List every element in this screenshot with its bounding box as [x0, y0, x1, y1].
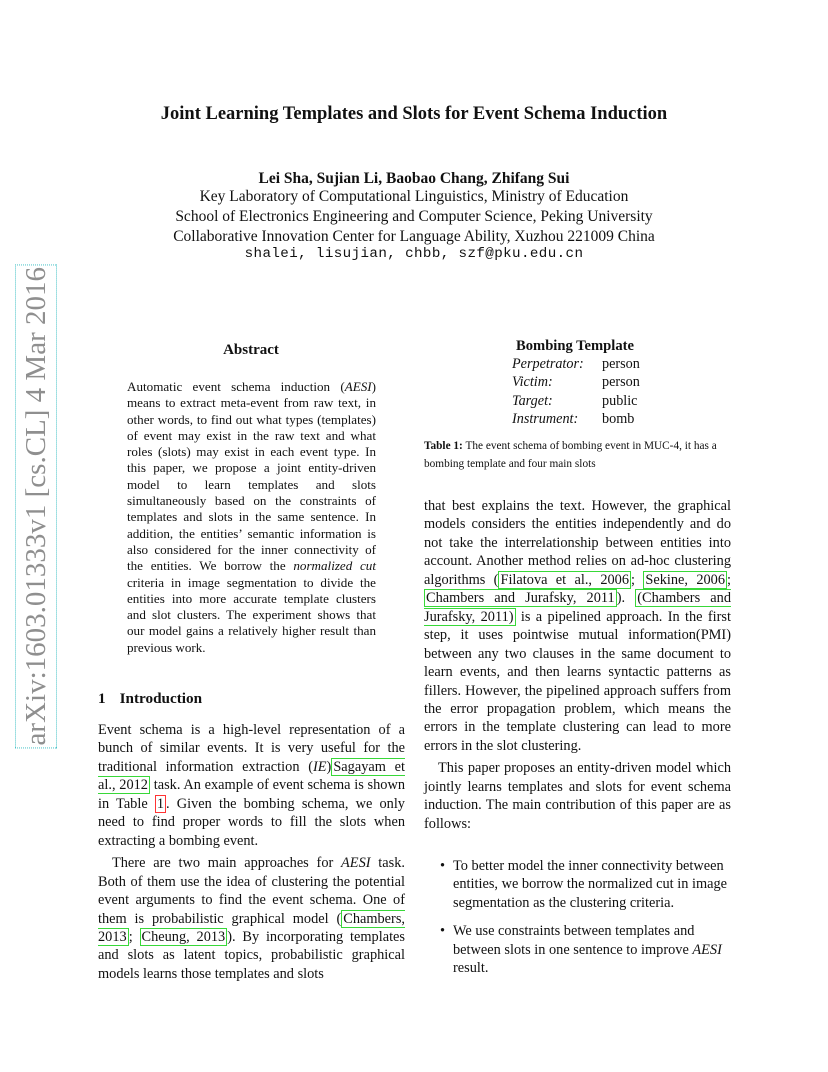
- slot-value: person: [602, 374, 640, 391]
- intro-paragraph-2: There are two main approaches for AESI task. Both of them use the idea of clustering the potential event arguments to find the event schema. One of them is probabilistic graphical model ( Chambers, 2013 ; Cheung, 2013 ). By incorporating templates and slots as latent topics, probabilistic graphical models learns those templates and slots: [98, 855, 406, 982]
- contribution-list: [424, 857, 731, 988]
- bullet-icon: •: [440, 923, 446, 940]
- table-ref-link[interactable]: 1: [156, 795, 165, 812]
- paper-title: Joint Learning Templates and Slots for Event Schema Induction: [160, 104, 668, 124]
- author-list: Lei Sha, Sujian Li, Baobao Chang, Zhifang Sui: [258, 170, 570, 187]
- list-item: • We use constraints between templates and between slots in one sentence to improve AESI result.: [440, 923, 722, 977]
- intro-paragraph-3: that best explains the text. However, the graphical models considers the entities independently and do not take the interrelationship between entities into account. Another method relies on ad-hoc clustering algorithms ( Filatova et al., 2006 ; Sekine, 2006 ; Chambers and Jurafsky, 2011 ). (Chambers and Jurafsky, 2011) is a pipelined approach. In the first step, it uses pointwise mutual information(PMI) between any two clauses in the same document to learn events, and then learns syntactic patterns as fillers. However, the pipelined approach suffers from the error propagation problem, which means the errors in the template clustering can lead to more errors in the slot clustering.: [424, 498, 732, 754]
- bullet-icon: •: [440, 858, 446, 874]
- table-row: [512, 392, 640, 410]
- intro-paragraph-4: This paper proposes an entity-driven model which jointly learns templates and slots for event schema induction. The main contribution of this paper are as follows:: [424, 760, 731, 832]
- citation-link[interactable]: Sekine, 2006: [645, 571, 726, 588]
- citation-link[interactable]: Chambers, 2013: [98, 910, 405, 945]
- arxiv-id[interactable]: arXiv:1603.01333v1 [cs.CL] 4 Mar 2016: [15, 264, 57, 748]
- citation-link[interactable]: Sagayam et al., 2012: [98, 758, 405, 794]
- citation-link[interactable]: Filatova et al., 2006: [500, 571, 630, 588]
- arxiv-stamp[interactable]: [15, 264, 55, 746]
- slot-value: public: [602, 392, 638, 409]
- slot-name: Perpetrator:: [512, 356, 584, 372]
- affiliation-2: School of Electronics Engineering and Computer Science, Peking University: [175, 208, 653, 225]
- intro-right-column: [424, 497, 731, 833]
- abstract-heading: Abstract: [223, 342, 279, 358]
- slot-name: Target:: [512, 392, 553, 409]
- citation-link[interactable]: Cheung, 2013: [141, 928, 226, 945]
- citation-link[interactable]: Chambers and Jurafsky, 2011: [426, 590, 615, 607]
- affiliation-1: Key Laboratory of Computational Linguistics, Ministry of Education: [199, 188, 629, 205]
- slot-value: bomb: [602, 410, 635, 427]
- affiliation-3: Collaborative Innovation Center for Language Ability, Xuzhou 221009 China: [173, 228, 655, 245]
- intro-left-column: [98, 721, 405, 983]
- table-row: [512, 410, 640, 428]
- table-row: [512, 373, 640, 391]
- slot-name: Instrument:: [512, 410, 579, 427]
- section-heading-introduction: 1 Introduction: [98, 690, 203, 707]
- slot-value: person: [602, 356, 640, 372]
- citation-link[interactable]: (Chambers and Jurafsky, 2011): [424, 590, 732, 625]
- intro-paragraph-1: Event schema is a high-level representation of a bunch of similar events. It is very useful for the traditional information extraction (IE) Sagayam et al., 2012 task. An example of event schema is shown in Table 1 . Given the bombing schema, we only need to find proper words to fill the slots when extracting a bombing event.: [98, 722, 405, 849]
- bombing-template-table: [512, 355, 640, 428]
- list-item: • To better model the inner connectivity between entities, we borrow the normalized cut in image segmentation as the clustering criteria.: [440, 858, 728, 911]
- author-emails: shalei, lisujian, chbb, szf@pku.edu.cn: [244, 246, 584, 262]
- slot-name: Victim:: [512, 374, 553, 391]
- abstract-body: Automatic event schema induction (AESI) means to extract meta-event from raw text, in other words, to find out what types (templates) of event may exist in the raw text and what roles (slots) may exist in each event type. In this paper, we propose a joint entity-driven model to learn templates and slots simultaneously based on the constraints of templates and slots in the same sentence. In addition, the entities’ semantic information is also considered for the inner connectivity of the entities. We borrow the normalized cut criteria in image segmentation to divide the entities into more accurate template clusters and slot clusters. The experiment shows that our model gains a relatively higher result than previous work.: [127, 379, 376, 655]
- table-heading: Bombing Template: [516, 338, 634, 354]
- table-caption: Table 1: The event schema of bombing event in MUC-4, it has a bombing template and four main slots: [424, 440, 717, 470]
- table-row: [512, 355, 640, 373]
